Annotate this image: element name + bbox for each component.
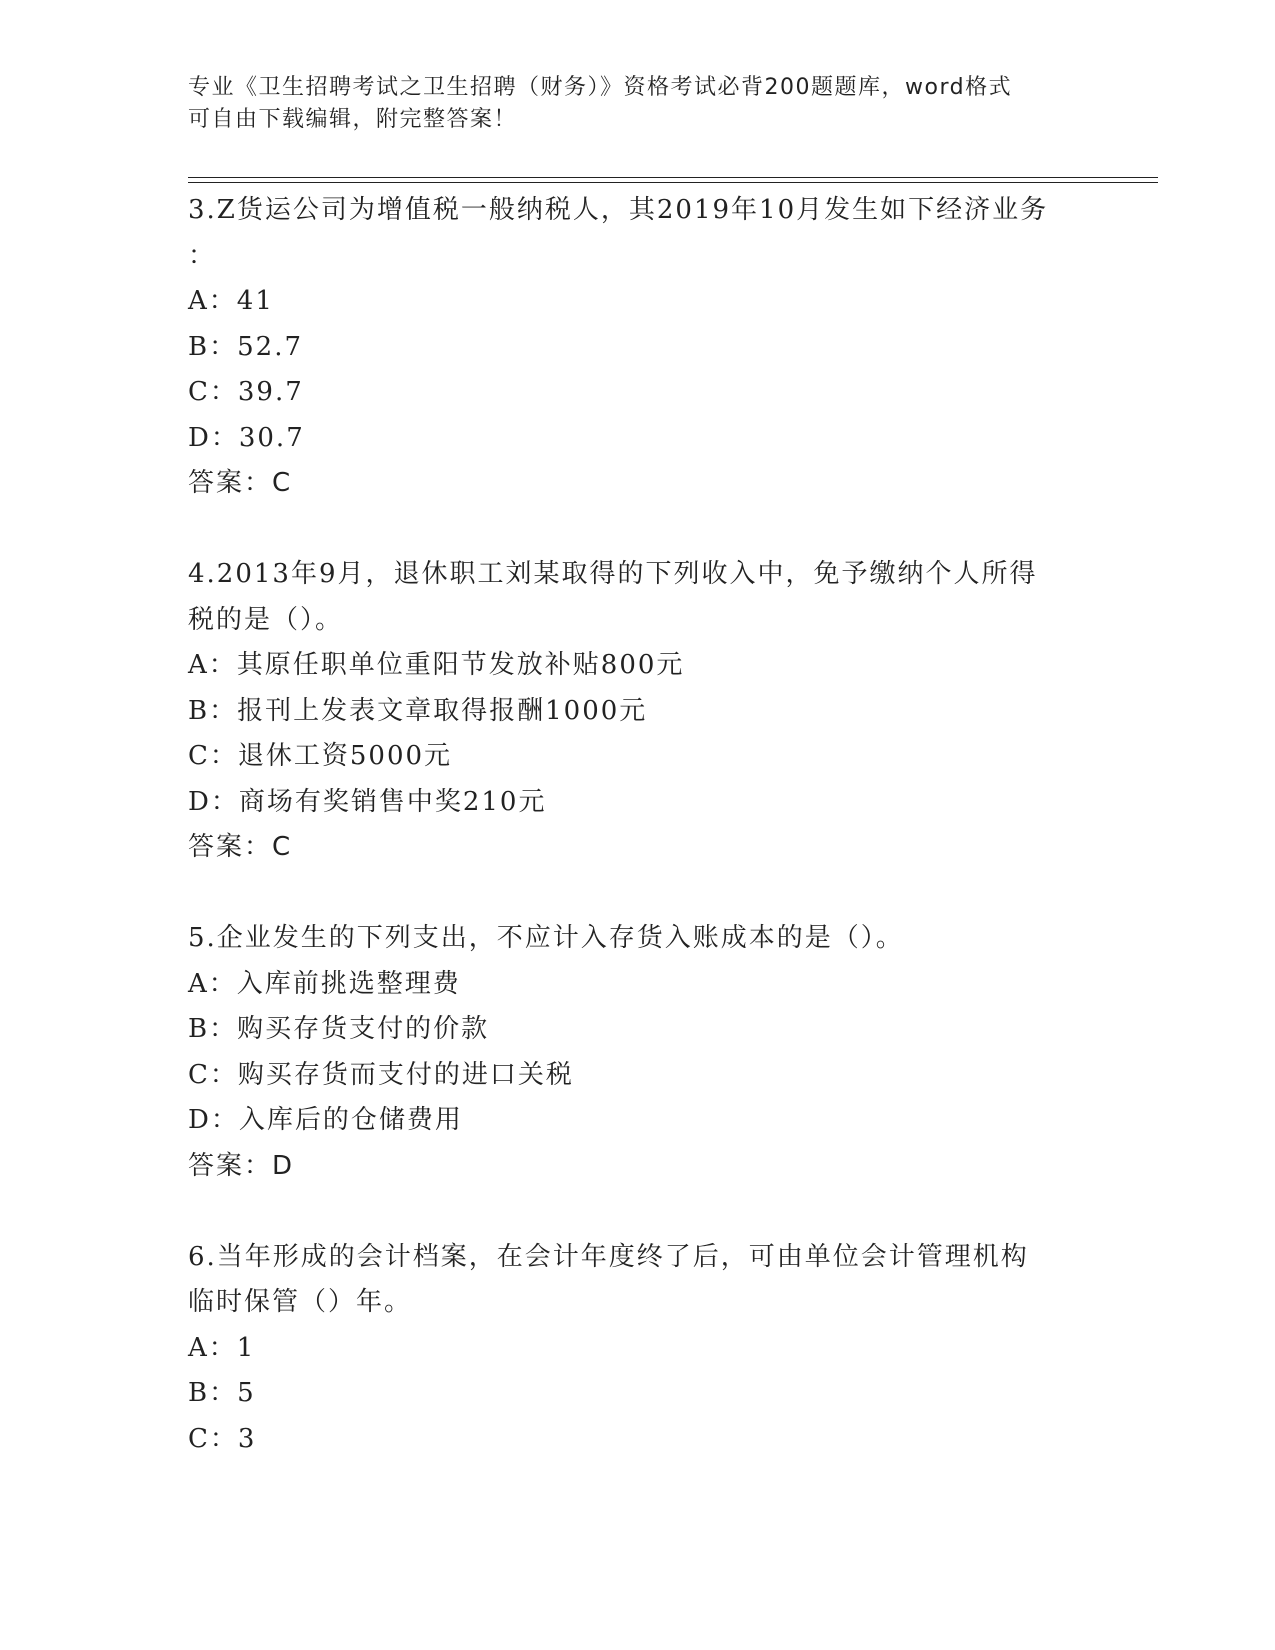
option-c: C：退休工资5000元 [188, 741, 453, 771]
question-stem [188, 188, 1088, 279]
question-spacer [188, 871, 1088, 917]
question-4 [188, 552, 1088, 871]
question-spacer [188, 507, 1088, 553]
option-d: D：30.7 [188, 422, 305, 453]
answer-line: 答案：C [188, 832, 293, 862]
option-b: B：5 [188, 1378, 256, 1408]
document-header [188, 72, 1088, 136]
option-b: B：52.7 [188, 331, 303, 362]
header-divider-top [188, 177, 1158, 178]
option-d: D：商场有奖销售中奖210元 [188, 786, 547, 817]
question-stem [188, 552, 1088, 643]
question-spacer [188, 1189, 1088, 1235]
option-a: A：其原任职单位重阳节发放补贴800元 [188, 650, 685, 680]
stem-line: 税的是（）。 [188, 604, 344, 635]
option-d: D：入库后的仓储费用 [188, 1105, 463, 1135]
option-c: C：3 [188, 1423, 257, 1454]
option-b: B：购买存货支付的价款 [188, 1014, 490, 1044]
question-6 [188, 1235, 1088, 1463]
option-a: A：入库前挑选整理费 [188, 968, 461, 999]
answer-line: 答案：C [188, 468, 293, 498]
option-a: A：41 [188, 286, 274, 316]
header-line-1: 专业《卫生招聘考试之卫生招聘（财务）》资格考试必背200题题库，word格式 [188, 75, 1013, 100]
stem-line: 临时保管（）年。 [188, 1287, 413, 1317]
header-divider-bottom [188, 182, 1158, 183]
stem-line: 6.当年形成的会计档案，在会计年度终了后，可由单位会计管理机构 [188, 1241, 1029, 1272]
stem-line: 5.企业发生的下列支出，不应计入存货入账成本的是（）。 [188, 923, 904, 953]
question-list [188, 188, 1088, 1462]
question-5 [188, 916, 1088, 1189]
stem-line: ： [188, 240, 217, 271]
option-b: B：报刊上发表文章取得报酬1000元 [188, 695, 648, 726]
question-3 [188, 188, 1088, 507]
option-c: C：购买存货而支付的进口关税 [188, 1059, 574, 1090]
question-stem [188, 916, 1088, 962]
answer-line: 答案：D [188, 1150, 295, 1181]
stem-line: 4.2013年9月，退休职工刘某取得的下列收入中，免予缴纳个人所得 [188, 559, 1038, 589]
header-line-2: 可自由下载编辑，附完整答案！ [188, 107, 518, 132]
option-c: C：39.7 [188, 377, 304, 407]
stem-line: 3.Z货运公司为增值税一般纳税人，其2019年10月发生如下经济业务 [188, 195, 1049, 225]
question-stem [188, 1235, 1088, 1326]
option-a: A：1 [188, 1332, 256, 1363]
